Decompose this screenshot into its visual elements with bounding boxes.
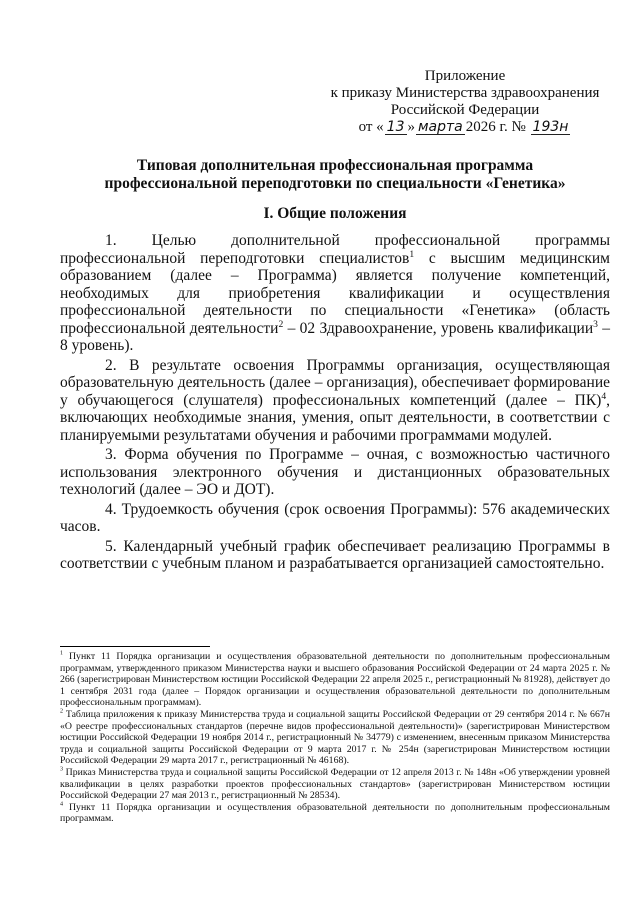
- title-line-1: Типовая дополнительная профессиональная программа: [136, 157, 534, 174]
- paragraph-5: 5. Календарный учебный график обеспечивает реализацию Программы в соответствии с учебным планом и разрабатывается организацией самостоятельно.: [60, 537, 610, 572]
- footnote-ref-1: 1: [409, 248, 415, 260]
- footnote-2-text: Таблица приложения к приказу Министерства труда и социальной защиты Российской Федерации от 29 сентября 2014 г. № 667н «О реестре профессиональных стандартов (перечне видов профессиональной деятельности)» (зарегистрирован Министерством юстиции Российской Федерации 19 ноября 2014 г., регистрационный № 34779) с изменением, внесенным приказом Министерства труда и социальной защиты Российской Федерации от 9 марта 2017 г. № 254н (зарегистрирован Министерством юстиции Российской Федерации 29 марта 2017 г., регистрационный № 46168).: [60, 708, 610, 767]
- date-year-number: 2026 г. №: [465, 119, 526, 135]
- p1-text-d: – 8 уровень).: [60, 319, 611, 354]
- p2-text-a: 2. В результате освоения Программы организация, осуществляющая образовательную деятельность (далее – организация), обеспечивает формирование у обучающегося (слушателя) профессиональных компетенций (далее – ПК): [60, 356, 610, 409]
- paragraph-4: 4. Трудоемкость обучения (срок освоения Программы): 576 академических часов.: [60, 500, 610, 535]
- footnote-divider: [60, 646, 210, 647]
- footnote-mark-4: 4: [60, 801, 64, 808]
- footnote-mark-1: 1: [60, 650, 64, 657]
- appendix-country-line: Российской Федерации: [390, 102, 540, 118]
- p1-text-c: – 02 Здравоохранение, уровень квалификации: [283, 319, 594, 337]
- date-prefix: от «: [358, 119, 384, 135]
- document-body: [60, 232, 610, 575]
- footnotes: [60, 651, 610, 825]
- footnote-mark-2: 2: [60, 708, 64, 715]
- footnote-4: [60, 802, 610, 825]
- footnote-ref-2: 2: [278, 318, 284, 330]
- paragraph-2: [60, 357, 610, 445]
- footnote-3-text: Приказ Министерства труда и социальной защиты Российской Федерации от 12 апреля 2013 г. № 148н «Об утверждении уровней квалификации в целях разработки проектов профессиональных стандартов» (зарегистрирован Министерством юстиции Российской Федерации 27 мая 2013 г., регистрационный № 28534).: [60, 766, 610, 802]
- footnote-3: [60, 767, 610, 802]
- footnote-1-text: Пункт 11 Порядка организации и осуществления образовательной деятельности по дополнительным профессиональным программам, утвержденного приказом Министерства науки и высшего образования Российской Федерации от 24 марта 2025 г. № 266 (зарегистрирован Министерством юстиции Российской Федерации 22 апреля 2025 г., регистрационный № 81928), действует до 1 сентября 2031 года (далее – Порядок организации и осуществления образовательной деятельности по дополнительным профессиональным программам).: [60, 651, 610, 709]
- appendix-order-line: к приказу Министерства здравоохранения: [330, 85, 600, 101]
- footnote-2: [60, 709, 610, 767]
- paragraph-3: 3. Форма обучения по Программе – очная, с возможностью частичного использования электронного обучения и дистанционных образовательных технологий (далее – ЭО и ДОТ).: [60, 446, 610, 498]
- footnote-ref-3: 3: [593, 318, 598, 330]
- handwritten-day: 13: [386, 119, 405, 135]
- appendix-header: [300, 68, 630, 136]
- handwritten-order-number: 193н: [532, 119, 569, 135]
- handwritten-month: марта: [418, 119, 463, 135]
- paragraph-1: [60, 232, 610, 355]
- footnote-mark-3: 3: [60, 766, 64, 773]
- section-heading: I. Общие положения: [263, 205, 407, 222]
- p2-text-b: , включающих необходимые знания, умения, опыт деятельности, в соответствии с планируемыми результатами обучения и рабочими программами модулей.: [60, 391, 610, 444]
- footnote-1: [60, 651, 610, 709]
- footnote-4-text: Пункт 11 Порядка организации и осуществления образовательной деятельности по дополнительным профессиональным программам.: [60, 801, 610, 825]
- appendix-date-line: от « 13 » марта 2026 г. № 193н: [358, 119, 569, 135]
- appendix-label: Приложение: [424, 68, 506, 84]
- p1-text-b: с высшим медицинским образованием (далее – Программа) является получение компетенций, необходимых для приобретения квалификации и осуществления профессиональной деятельности по специальности «Генетика» (область профессиональной деятельности: [60, 249, 610, 337]
- footnote-ref-4: 4: [601, 390, 607, 402]
- title-line-2: профессиональной переподготовки по специальности «Генетика»: [104, 175, 566, 192]
- document-title: [60, 157, 610, 193]
- p1-text-a: 1. Целью дополнительной профессиональной программы профессиональной переподготовки специалистов: [60, 232, 610, 267]
